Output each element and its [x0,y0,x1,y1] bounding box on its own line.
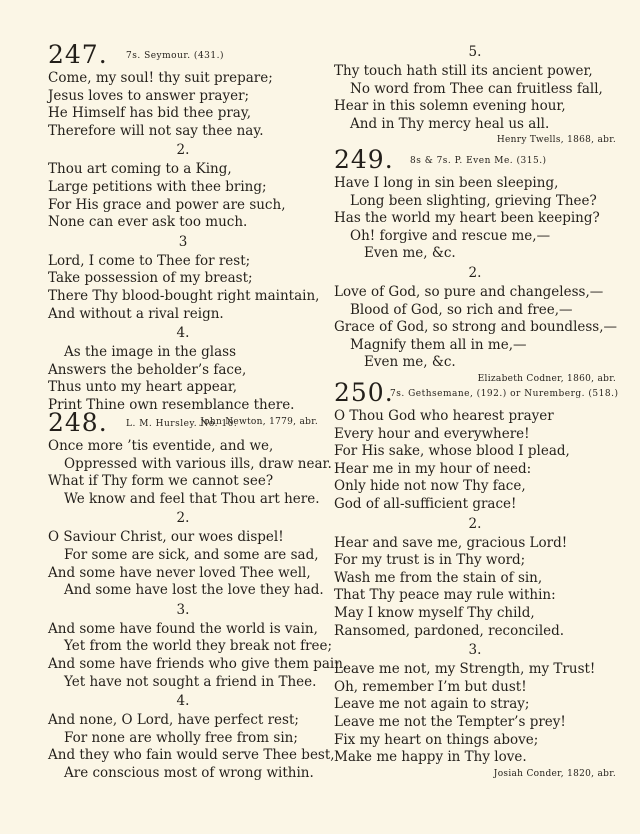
verse-line: None can ever ask too much. [48,214,248,231]
verse-line: For His grace and power are such, [48,196,286,213]
stanza [48,140,318,231]
tune-name: 7s. Gethsemane, (192.) or Nuremberg. (518.) [390,389,619,399]
stanza-number: 2. [468,264,482,281]
stanza [48,438,332,508]
verse-line: Leave me not, my Strength, my Trust! [334,661,596,678]
stanza [48,232,318,323]
stanza [48,70,318,140]
hymn-number: 249. [334,145,394,174]
verse-line: And they who fain would serve Thee best, [48,747,335,764]
verse-line: Jesus loves to answer prayer; [48,87,250,104]
verse-line: Fix my heart on things above; [334,731,539,748]
verse-line: Oppressed with various ills, draw near. [64,455,332,472]
verse-line: We know and feel that Thou art here. [64,490,320,507]
stanza [334,514,616,641]
verse-line: Leave me not again to stray; [334,696,530,713]
hymn-number: 247. [48,40,108,69]
verse-line: For none are wholly free from sin; [64,729,298,746]
verse-line: Oh, remember I’m but dust! [334,678,527,695]
verse-line: And some have found the world is vain, [48,620,318,637]
hymn-header [334,145,616,175]
stanza-number: 2. [176,510,190,527]
verse-line: Lord, I come to Thee for rest; [48,252,251,269]
verse-line: Oh! forgive and rescue me,— [350,227,551,244]
stanza-number: 5. [468,44,482,60]
verse-line: Grace of God, so strong and boundless,— [334,319,618,336]
stanza [334,263,616,372]
verse-line: Print Thine own resemblance there. [48,396,295,413]
verse-line: He Himself has bid thee pray, [48,105,251,122]
verse-line: Make me happy in Thy love. [334,749,527,766]
verse-line: Yet have not sought a friend in Thee. [64,673,317,690]
verse-line: Every hour and everywhere! [334,425,530,442]
verse-line: Come, my soul! thy suit prepare; [48,70,273,86]
hymn-248-continued [334,42,616,148]
verse-line: Once more ’tis eventide, and we, [48,438,274,454]
verse-line: Ransomed, pardoned, reconciled. [334,622,565,639]
verse-line: There Thy blood-bought right maintain, [48,287,320,304]
verse-line: Love of God, so pure and changeless,— [334,283,604,300]
stanza-number: 3. [176,601,190,618]
hymn-number: 248. [48,408,108,437]
stanza-number: 4. [176,325,190,342]
attribution: John Newton, 1779, abr. [200,416,318,427]
hymn-header [48,408,318,438]
stanza [48,600,348,691]
verse-line: Hear and save me, gracious Lord! [334,534,568,551]
stanza [334,408,616,514]
hymn-247 [48,40,318,430]
attribution: Henry Twells, 1868, abr. [496,135,616,146]
hymn-249 [334,145,616,387]
attribution: Elizabeth Codner, 1860, abr. [477,373,616,384]
verse-line: Has the world my heart been keeping? [334,210,600,227]
tune-name: 7s. Seymour. (431.) [126,51,224,61]
verse-line: For my trust is in Thy word; [334,552,526,569]
tune-name: 8s & 7s. P. Even Me. (315.) [410,156,547,166]
attribution: Josiah Conder, 1820, abr. [493,768,616,779]
stanza [334,42,616,133]
stanza-number: 2. [176,142,190,159]
verse-line: And some have lost the love they had. [64,582,324,599]
verse-line: May I know myself Thy child, [334,604,535,621]
verse-line: As the image in the glass [64,344,237,361]
tune-name: L. M. Hursley. No. 10. [126,419,238,429]
stanza-number: 3 [178,233,188,250]
verse-line: And none, O Lord, have perfect rest; [48,712,299,729]
verse-line: Leave me not the Tempter’s prey! [334,713,566,730]
verse-line: Large petitions with thee bring; [48,178,267,195]
verse-line: Magnify them all in me,— [350,336,527,353]
hymn-header [334,378,619,408]
stanza-number: 3. [468,642,482,659]
stanza-number: 4. [176,693,190,710]
stanza [48,323,318,414]
verse-line: Blood of God, so rich and free,— [350,301,573,318]
verse-line: Wash me from the stain of sin, [334,569,543,586]
verse-line: Only hide not now Thy face, [334,478,526,495]
hymn-number: 250. [334,378,394,407]
verse-line: Yet from the world they break not free; [64,638,333,655]
verse-line: O Thou God who hearest prayer [334,408,554,424]
hymn-248 [48,408,348,783]
verse-line: For His sake, whose blood I plead, [334,443,570,460]
hymn-250 [334,378,619,782]
verse-line: Long been slighting, grieving Thee? [350,192,597,209]
verse-line: And without a rival reign. [48,305,224,322]
stanza [334,640,616,767]
stanza-number: 2. [468,515,482,532]
stanza [48,691,335,782]
verse-line: And in Thy mercy heal us all. [350,115,550,132]
verse-line: Take possession of my breast; [48,270,253,287]
verse-line: Are conscious most of wrong within. [64,764,314,781]
verse-line: Hear in this solemn evening hour, [334,98,566,115]
verse-line: Thou art coming to a King, [48,161,232,178]
verse-line: For some are sick, and some are sad, [64,546,319,563]
stanza [334,175,616,263]
verse-line: Thy touch hath still its ancient power, [334,63,593,79]
verse-line: What if Thy form we cannot see? [48,473,274,490]
verse-line: Even me, &c. [364,354,456,371]
verse-line: That Thy peace may rule within: [334,587,556,604]
verse-line: And some have never loved Thee well, [48,564,311,581]
verse-line: No word from Thee can fruitless fall, [350,80,603,97]
verse-line: O Saviour Christ, our woes dispel! [48,529,284,546]
verse-line: And some have friends who give them pain, [48,655,348,672]
verse-line: Answers the beholder’s face, [48,361,247,378]
stanza [48,508,324,599]
verse-line: Hear me in my hour of need: [334,460,532,477]
verse-line: Have I long in sin been sleeping, [334,175,559,191]
hymn-header [48,40,318,70]
verse-line: Even me, &c. [364,245,456,262]
verse-line: God of all-sufficient grace! [334,495,517,512]
verse-line: Thus unto my heart appear, [48,379,238,396]
verse-line: Therefore will not say thee nay. [48,122,264,139]
